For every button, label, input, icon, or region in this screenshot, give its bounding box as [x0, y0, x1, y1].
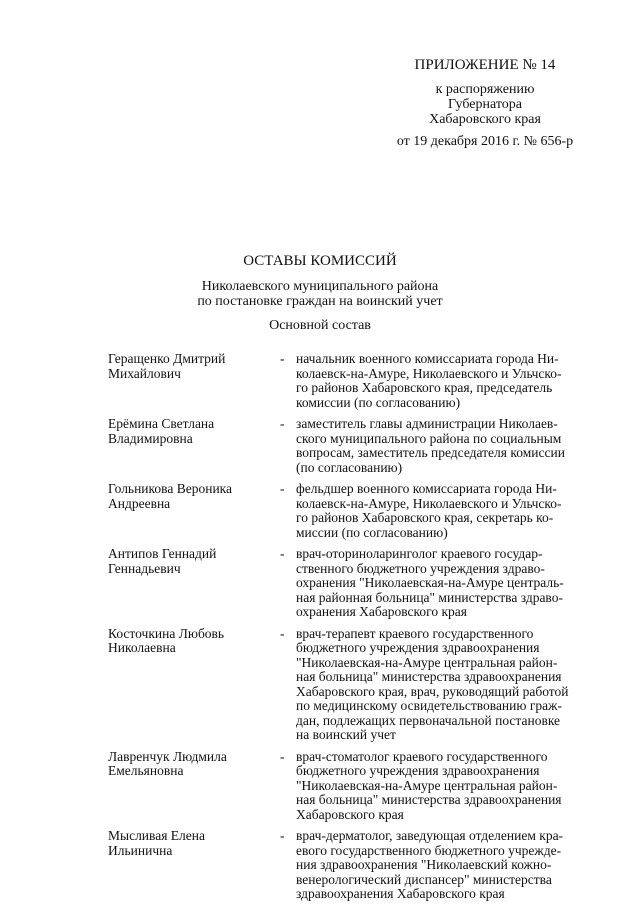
appendix-line-2: Губернатора — [447, 97, 523, 112]
member-row — [108, 829, 608, 902]
member-role: врач-стоматолог краевого государственного бюджетного учреждения здравоохранения "Николаевская-на-Амуре центральная район- ная больница" министерства здравоохранения Хабаровского края — [296, 748, 562, 822]
member-name: Геращенко Дмитрий Михайлович — [108, 351, 226, 381]
member-dash: - — [280, 625, 285, 641]
section-title: Основной состав — [269, 318, 371, 333]
member-row — [108, 417, 608, 475]
member-row — [108, 547, 608, 620]
member-row — [108, 750, 608, 823]
member-dash: - — [280, 416, 285, 431]
member-role: начальник военного комиссариата города Ни- колаевск-на-Амуре, Николаевского и Ульчско- го районов Хабаровского края, председатель комиссии (по согласованию) — [296, 351, 562, 410]
appendix-title: ПРИЛОЖЕНИЕ № 14 — [414, 57, 556, 73]
document-subtitle-line-1: Николаевского муниципального района — [201, 279, 439, 294]
members-list — [108, 352, 608, 909]
appendix-line-1: к распоряжению — [435, 82, 535, 97]
member-row — [108, 627, 608, 743]
member-dash: - — [280, 351, 285, 366]
document-title: ОСТАВЫ КОМИССИЙ — [243, 253, 397, 269]
appendix-order: от 19 декабря 2016 г. № 656-р — [396, 134, 574, 149]
member-name: Мысливая Елена Ильинична — [108, 828, 205, 858]
member-name: Косточкина Любовь Николаевна — [108, 625, 225, 655]
member-role: заместитель главы администрации Николаев- ского муниципального района по социальным вопросам, заместитель председателя комиссии (по согласованию) — [296, 416, 565, 475]
member-dash: - — [280, 748, 285, 764]
member-role: фельдшер военного комиссариата города Ни- колаевск-на-Амуре, Николаевского и Ульчско- го районов Хабаровского края, секретарь ко- миссии (по согласованию) — [296, 481, 562, 540]
member-role: врач-оториноларинголог краевого государ- ственного бюджетного учреждения здраво- охранения "Николаевская-на-Амуре централь- ная районная больница" министерства здраво- охранения Хабаровского края — [296, 546, 564, 619]
member-name: Антипов Геннадий Геннадьевич — [108, 546, 217, 576]
member-name: Лавренчук Людмила Емельяновна — [108, 748, 227, 778]
appendix-line-3: Хабаровского края — [429, 112, 541, 127]
member-role: врач-терапевт краевого государственного бюджетного учреждения здравоохранения "Николаевская-на-Амуре центральная район- ная больница" министерства здравоохранения Хабаровского края, врач, руководящий работой по медицинскому освидетельствованию граж- дан, подлежащих первоначальной постановке на воинский учет — [296, 625, 569, 742]
appendix-header — [360, 58, 610, 149]
document-subtitle-line-2: по постановке граждан на воинский учет — [197, 294, 443, 309]
member-name: Ерёмина Светлана Владимировна — [108, 416, 215, 446]
member-dash: - — [280, 481, 285, 496]
member-role: врач-дерматолог, заведующая отделением кра- евого государственного бюджетного учрежде- ния здравоохранения "Николаевский кожно- венерологический диспансер" министерства здравоохранения Хабаровского края — [296, 828, 564, 901]
member-row — [108, 352, 608, 410]
document-subtitle — [0, 279, 640, 309]
member-dash: - — [280, 828, 285, 843]
member-dash: - — [280, 546, 285, 561]
member-row — [108, 482, 608, 540]
member-name: Гольникова Вероника Андреевна — [108, 481, 233, 511]
